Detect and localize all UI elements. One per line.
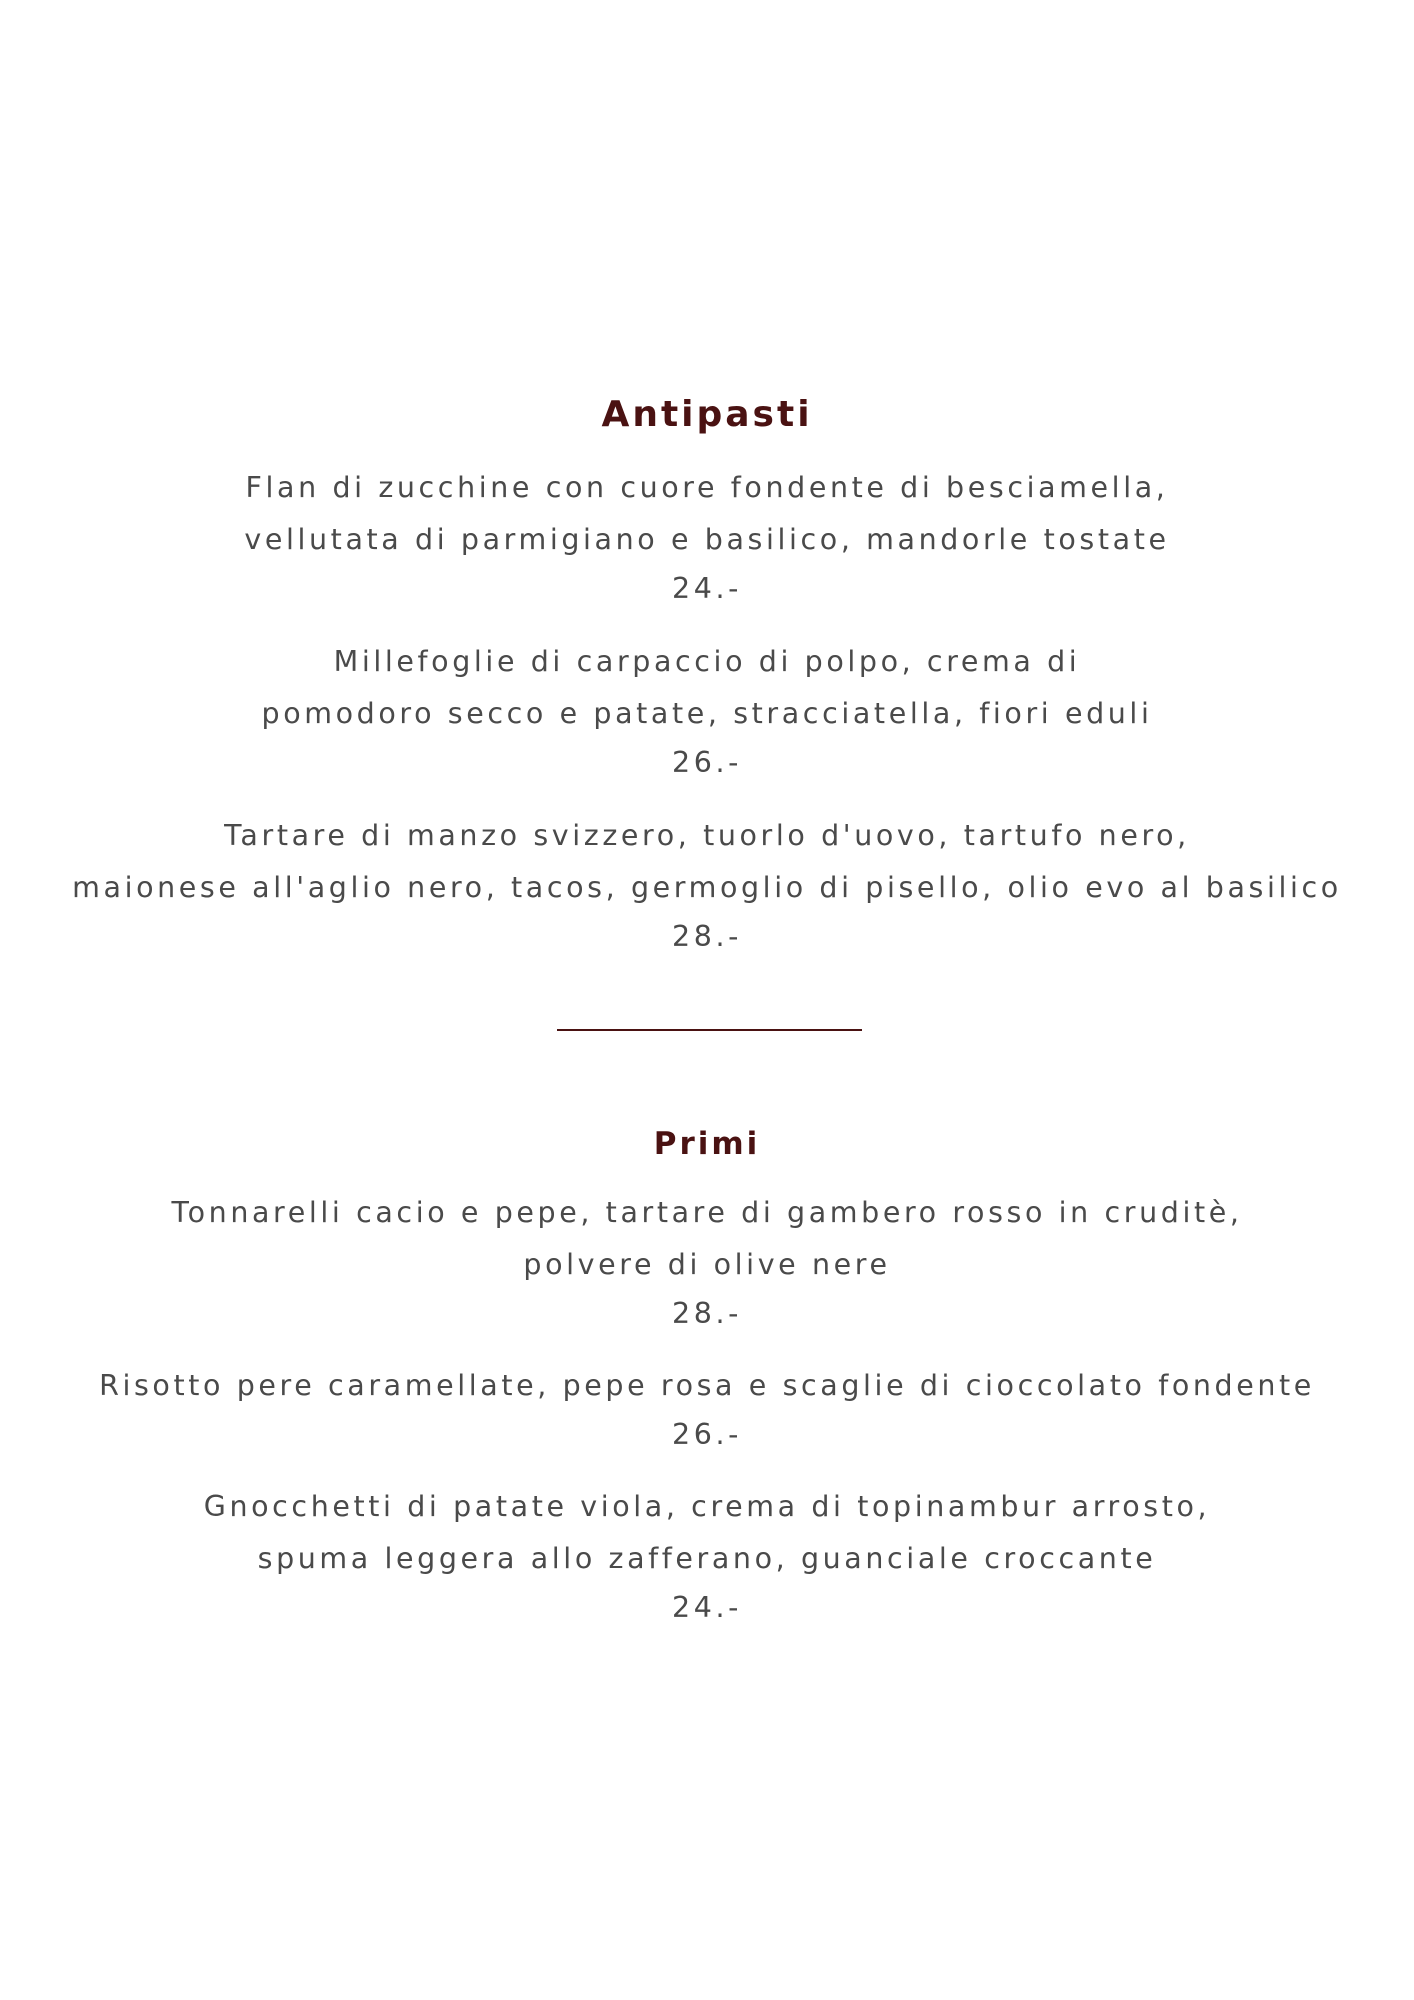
dish-description-line: Millefoglie di carpaccio di polpo, crema di — [333, 645, 1081, 678]
dish-description-line: spuma leggera allo zafferano, guanciale croccante — [257, 1542, 1157, 1575]
dish-price: 24.- — [671, 572, 742, 605]
dish-description-line: Flan di zucchine con cuore fondente di besciamella, — [245, 471, 1169, 504]
menu-item — [0, 1187, 1414, 1337]
menu-item — [0, 1481, 1414, 1631]
dish-description-line: polvere di olive nere — [523, 1248, 891, 1281]
menu-item — [0, 636, 1414, 786]
dish-description-line: maionese all'aglio nero, tacos, germoglio di pisello, olio evo al basilico — [72, 871, 1342, 904]
dish-description-line: Risotto pere caramellate, pepe rosa e scaglie di cioccolato fondente — [99, 1369, 1315, 1402]
menu-item — [0, 810, 1414, 960]
dish-price: 26.- — [671, 1418, 742, 1451]
dish-description-line: vellutata di parmigiano e basilico, mandorle tostate — [244, 523, 1170, 556]
dish-description-line: Gnocchetti di patate viola, crema di topinambur arrosto, — [203, 1490, 1211, 1523]
dish-price: 26.- — [671, 746, 742, 779]
section-title-primi: Primi — [653, 1126, 761, 1162]
section-title-antipasti: Antipasti — [601, 394, 813, 435]
dish-description-line: Tartare di manzo svizzero, tuorlo d'uovo, tartufo nero, — [224, 819, 1190, 852]
dish-price: 28.- — [671, 920, 742, 953]
dish-description-line: Tonnarelli cacio e pepe, tartare di gambero rosso in cruditè, — [171, 1196, 1243, 1229]
dish-price: 28.- — [671, 1297, 742, 1330]
menu-item — [0, 1360, 1414, 1458]
dish-description-line: pomodoro secco e patate, stracciatella, fiori eduli — [261, 697, 1153, 730]
menu-item — [0, 462, 1414, 612]
section-divider — [557, 1029, 862, 1031]
dish-price: 24.- — [671, 1591, 742, 1624]
